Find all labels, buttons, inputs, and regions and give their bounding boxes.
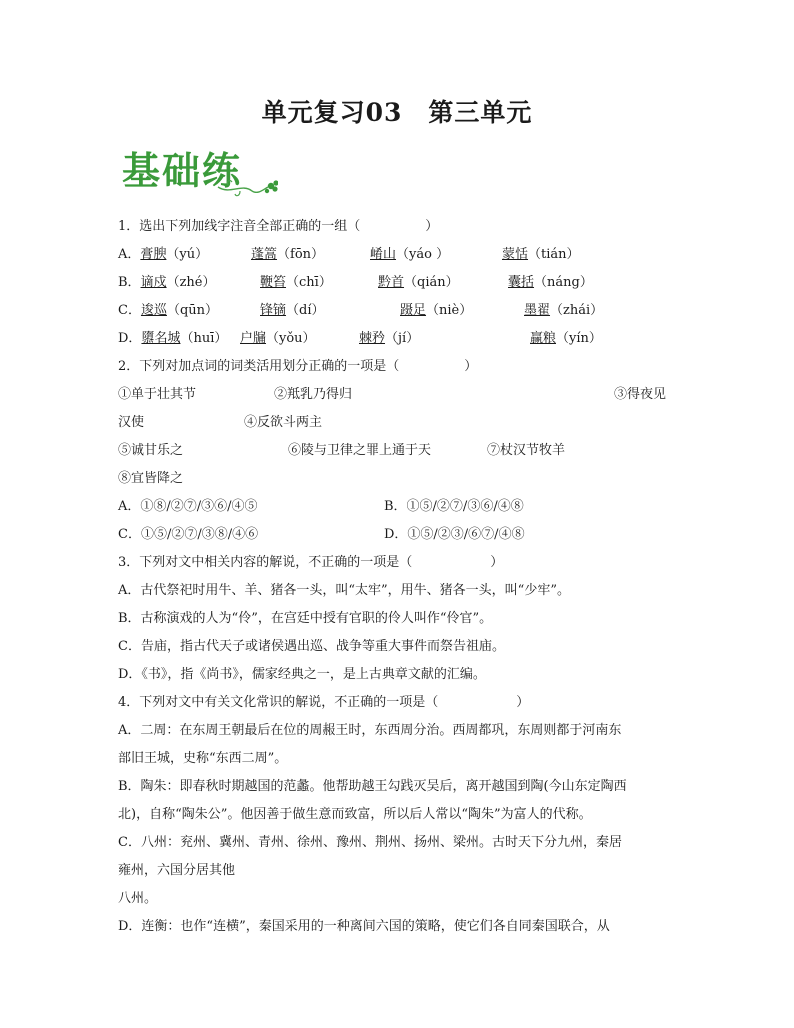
- q2-option-b: B．①⑤/②⑦/③⑥/④⑧: [384, 499, 524, 514]
- q1-a-item-3: 崤山（yáo ）: [370, 247, 450, 262]
- q4-line-6: 雍州，六国分居其他: [118, 863, 236, 878]
- q2-stem: 2．下列对加点词的词类活用划分正确的一项是（ ）: [118, 359, 478, 374]
- section-heading: 基础练: [122, 149, 243, 193]
- vine-decoration-icon: [118, 147, 278, 203]
- q1-b-item-2: 鞭笞（chī）: [260, 275, 332, 290]
- section-logo: [118, 147, 278, 203]
- q4-line-2: 部旧王城，史称“东西二周”。: [118, 751, 288, 766]
- q2-items-row-1: [118, 381, 678, 409]
- q2-item-1: ①单于壮其节: [118, 387, 197, 402]
- q3-option-c: C．告庙，指古代天子或诸侯遇出巡、战争等重大事件而祭告祖庙。: [118, 639, 505, 654]
- q2-item-3: ③得夜见: [614, 387, 667, 402]
- q2-item-6: ⑥陵与卫律之罪上通于天: [288, 443, 432, 458]
- q2-option-d: D．①⑤/②③/⑥⑦/④⑧: [384, 527, 525, 542]
- q2-item-4: ④反欲斗两主: [244, 415, 323, 430]
- q1-a-item-1: A．膏腴（yú）: [118, 247, 209, 262]
- q1-c-item-4: 墨翟（zhái）: [524, 303, 604, 318]
- q2-option-a: A．①⑧/②⑦/③⑥/④⑤: [118, 499, 258, 514]
- q1-d-item-3: 棘矜（jí）: [359, 331, 420, 346]
- q2-items-row-4: [118, 465, 678, 493]
- q2-item-5: ⑤诚甘乐之: [118, 443, 184, 458]
- q2-item-7: ⑦杖汉节牧羊: [487, 443, 566, 458]
- q1-a-item-2: 蓬篙（fōn）: [251, 247, 325, 262]
- q1-c-item-1: C．逡巡（qūn）: [118, 303, 219, 318]
- q1-a-item-4: 蒙恬（tián）: [502, 247, 580, 262]
- q2-item-2: ②羝乳乃得归: [274, 387, 353, 402]
- q2-options-row-2: [118, 521, 678, 549]
- page-title: 单元复习03 第三单元: [261, 98, 533, 127]
- q4-line-5: C．八州：兖州、冀州、青州、徐州、豫州、荆州、扬州、梁州。古时天下分九州，秦居: [118, 835, 622, 850]
- q1-b-item-4: 囊括（náng）: [508, 275, 593, 290]
- q3-option-a: A．古代祭祀时用牛、羊、猪各一头，叫“太牢”，用牛、猪各一头，叫“少牢”。: [118, 583, 570, 598]
- q2-options-row-1: [118, 493, 678, 521]
- q2-item-3-cont: 汉使: [118, 415, 145, 430]
- q2-items-row-2: [118, 409, 678, 437]
- q3-option-d: D．《书》，指《尚书》，儒家经典之一，是上古典章文献的汇编。: [118, 667, 486, 682]
- q2-item-8: ⑧宜皆降之: [118, 471, 184, 486]
- q1-option-a: [118, 241, 678, 269]
- q1-d-item-4: 赢粮（yín）: [530, 331, 602, 346]
- q2-option-c: C．①⑤/②⑦/③⑧/④⑥: [118, 527, 259, 542]
- q4-line-4: 北)，自称“陶朱公”。他因善于做生意而致富，所以后人常以“陶朱”为富人的代称。: [118, 807, 592, 822]
- q1-c-item-3: 蹑足（niè）: [400, 303, 473, 318]
- q4-line-3: B．陶朱：即春秋时期越国的范蠡。他帮助越王勾践灭吴后，离开越国到陶(今山东定陶西: [118, 779, 627, 794]
- q1-option-d: [118, 325, 678, 353]
- q1-d-item-1: D．隳名城（huī）: [118, 331, 228, 346]
- q1-stem: 1．选出下列加线字注音全部正确的一组（ ）: [118, 219, 439, 234]
- q4-stem: 4．下列对文中有关文化常识的解说，不正确的一项是（ ）: [118, 695, 530, 710]
- q1-option-c: [118, 297, 678, 325]
- q3-option-b: B．古称演戏的人为“伶”，在宫廷中授有官职的伶人叫作“伶官”。: [118, 611, 493, 626]
- q1-b-item-1: B．谪戍（zhé）: [118, 275, 216, 290]
- q1-c-item-2: 锋镝（dí）: [260, 303, 325, 318]
- q4-line-7: 八州。: [118, 891, 158, 906]
- q4-line-1: A．二周：在东周王朝最后在位的周赧王时，东西周分治。西周都巩，东周则都于河南东: [118, 723, 622, 738]
- q1-b-item-3: 黔首（qián）: [378, 275, 459, 290]
- q3-stem: 3．下列对文中相关内容的解说，不正确的一项是（ ）: [118, 555, 504, 570]
- question-content: [118, 213, 678, 941]
- q1-d-item-2: 户牖（yǒu）: [240, 331, 316, 346]
- q4-line-8: D．连衡：也作“连横”，秦国采用的一种离间六国的策略，使它们各自同秦国联合，从: [118, 919, 610, 934]
- q2-items-row-3: [118, 437, 678, 465]
- q1-option-b: [118, 269, 678, 297]
